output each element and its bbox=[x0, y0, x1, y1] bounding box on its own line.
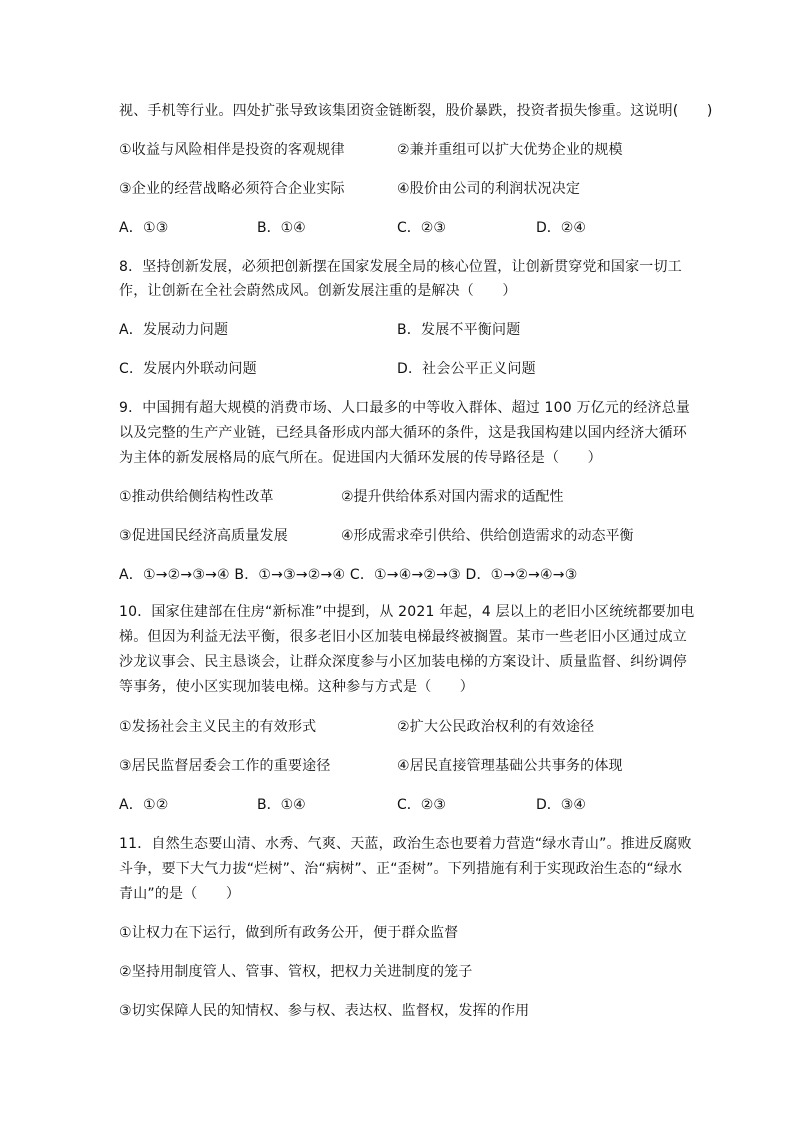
q10-option-3: ③居民监督居委会工作的重要途径 bbox=[119, 758, 331, 774]
q7-option-2: ②兼并重组可以扩大优势企业的规模 bbox=[397, 142, 623, 158]
q7-option-1: ①收益与风险相伴是投资的客观规律 bbox=[119, 142, 345, 158]
q11-option-2: ②坚持用制度管人、管事、管权，把权力关进制度的笼子 bbox=[119, 964, 473, 980]
q8-stem-line-2: 作，让创新在全社会蔚然成风。创新发展注重的是解决（ ） bbox=[119, 283, 517, 299]
q10-stem-line-3: 沙龙议事会、民主恳谈会，让群众深度参与小区加装电梯的方案设计、质量监督、纠纷调停 bbox=[119, 654, 687, 670]
q8-choice-d: D．社会公平正义问题 bbox=[397, 361, 536, 377]
q7-option-4: ④股价由公司的利润状况决定 bbox=[397, 181, 581, 197]
q7-option-3: ③企业的经营战略必须符合企业实际 bbox=[119, 181, 345, 197]
q10-stem-line-1: 10．国家住建部在住房“新标准”中提到，从 2021 年起，4 层以上的老旧小区统统都要加电 bbox=[119, 604, 695, 620]
q9-stem-line-1: 9．中国拥有超大规模的消费市场、人口最多的中等收入群体、超过 100 万亿元的经济总量 bbox=[119, 400, 691, 416]
q9-option-3: ③促进国民经济高质量发展 bbox=[119, 528, 288, 544]
q8-stem-line-1: 8．坚持创新发展，必须把创新摆在国家发展全局的核心位置，让创新贯穿党和国家一切工 bbox=[119, 259, 682, 275]
q11-option-3: ③切实保障人民的知情权、参与权、表达权、监督权，发挥的作用 bbox=[119, 1003, 530, 1019]
q11-stem-line-2: 斗争，要下大气力拔“烂树”、治“病树”、正“歪树”。下列措施有利于实现政治生态的“绿水 bbox=[119, 861, 683, 877]
q10-choice-d: D．③④ bbox=[536, 797, 586, 813]
q10-choice-b: B．①④ bbox=[257, 797, 306, 813]
q8-choice-b: B．发展不平衡问题 bbox=[397, 322, 521, 338]
q9-stem-line-3: 为主体的新发展格局的底气所在。促进国内大循环发展的传导路径是（ ） bbox=[119, 450, 602, 466]
q8-choice-a: A．发展动力问题 bbox=[119, 322, 229, 338]
q10-choice-c: C．②③ bbox=[397, 797, 446, 813]
q9-option-2: ②提升供给体系对国内需求的适配性 bbox=[341, 489, 564, 505]
q7-choice-d: D．②④ bbox=[536, 220, 586, 236]
q10-option-2: ②扩大公民政治权利的有效途径 bbox=[397, 719, 595, 735]
q7-choice-b: B．①④ bbox=[257, 220, 306, 236]
q10-choice-a: A．①② bbox=[119, 797, 169, 813]
q9-option-4: ④形成需求牵引供给、供给创造需求的动态平衡 bbox=[341, 528, 634, 544]
q7-stem-tail: 视、手机等行业。四处扩张导致该集团资金链断裂，股价暴跌，投资者损失惨重。这说明( ) bbox=[119, 103, 713, 119]
q10-option-1: ①发扬社会主义民主的有效形式 bbox=[119, 719, 317, 735]
q7-choice-c: C．②③ bbox=[397, 220, 446, 236]
q8-choice-c: C．发展内外联动问题 bbox=[119, 361, 257, 377]
q10-option-4: ④居民直接管理基础公共事务的体现 bbox=[397, 758, 623, 774]
q11-stem-line-1: 11．自然生态要山清、水秀、气爽、天蓝，政治生态也要着力营造“绿水青山”。推进反腐败 bbox=[119, 836, 692, 852]
q9-stem-line-2: 以及完整的生产产业链，已经具备形成内部大循环的条件，这是我国构建以国内经济大循环 bbox=[119, 425, 687, 441]
q9-choices: A．①→②→③→④ B．①→③→②→④ C．①→④→②→③ D．①→②→④→③ bbox=[119, 567, 578, 583]
q11-option-1: ①让权力在下运行，做到所有政务公开，便于群众监督 bbox=[119, 925, 459, 941]
q11-stem-line-3: 青山”的是（ ） bbox=[119, 886, 241, 902]
q10-stem-line-2: 梯。但因为利益无法平衡，很多老旧小区加装电梯最终被搁置。某市一些老旧小区通过成立 bbox=[119, 629, 687, 645]
q10-stem-line-4: 等事务，使小区实现加装电梯。这种参与方式是（ ） bbox=[119, 679, 474, 695]
q9-option-1: ①推动供给侧结构性改革 bbox=[119, 489, 274, 505]
q7-choice-a: A．①③ bbox=[119, 220, 169, 236]
